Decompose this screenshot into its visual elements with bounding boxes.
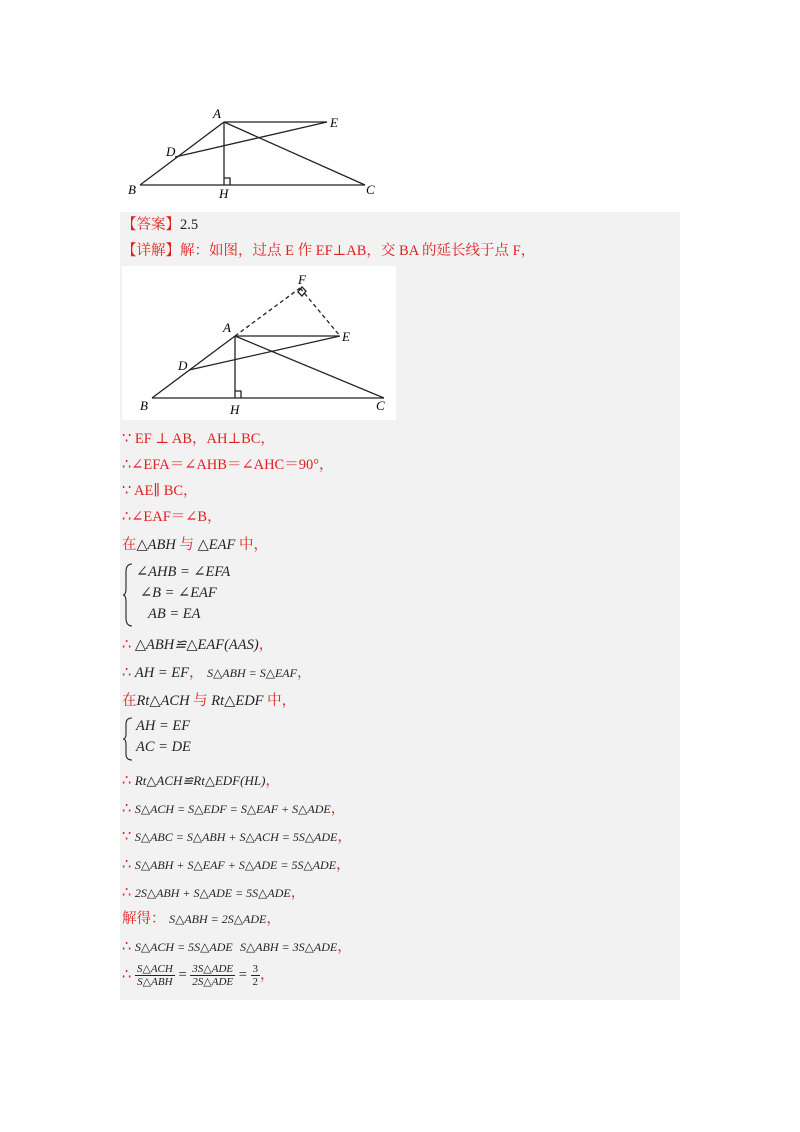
- step-8-triangle-a: Rt△ACH: [136, 693, 190, 709]
- step-6: ∴ △ABH≌△EAF(AAS)，: [122, 637, 274, 653]
- step-5-and: 与: [175, 537, 198, 553]
- step-12-end: ，: [336, 857, 351, 873]
- segment-ac: [224, 122, 365, 185]
- label-f: F: [298, 272, 306, 287]
- step-13-area: 2S△ABH + S△ADE = 5S△ADE: [134, 886, 291, 900]
- step-5-triangle-b: △EAF: [197, 537, 236, 553]
- label-e: E: [342, 329, 350, 344]
- segment-ba: [140, 122, 224, 185]
- fraction-1: [135, 963, 175, 988]
- brace-icon: [122, 562, 134, 628]
- step-5-prefix: 在: [122, 537, 137, 553]
- step-14-prefix: 解得：: [122, 911, 166, 927]
- segment-fe-dashed: [300, 288, 340, 336]
- label-b: B: [140, 398, 148, 413]
- step-15-area-a: S△ACH = 5S△ADE: [134, 940, 233, 954]
- label-a: A: [223, 320, 231, 335]
- segment-ac: [235, 336, 384, 398]
- step-5-triangle-a: △ABH: [136, 537, 176, 553]
- step-13: ∴ 2S△ABH + S△ADE = 5S△ADE，: [122, 885, 306, 901]
- step-9: ∴ Rt△ACH≌Rt△EDF(HL)，: [122, 773, 280, 789]
- label-a: A: [213, 106, 221, 121]
- label-h: H: [219, 186, 229, 200]
- step-12-area: S△ABH + S△EAF + S△ADE = 5S△ADE: [134, 858, 337, 872]
- answer-value: 2.5: [180, 217, 199, 233]
- fraction-3-num: 3: [252, 963, 259, 976]
- fraction-2-num: 3S△ADE: [192, 963, 234, 976]
- detail-label: 【详解】: [122, 243, 180, 259]
- step-4: ∴∠EAF＝∠B，: [122, 509, 222, 525]
- step-5: [122, 534, 268, 556]
- step-2: ∴∠EFA＝∠AHB＝∠AHC＝90°，: [122, 457, 334, 473]
- segment-de: [175, 122, 327, 157]
- step-10-area: S△ACH = S△EDF = S△EAF + S△ADE: [134, 802, 331, 816]
- system-2-row-2: AC = DE: [136, 739, 191, 755]
- step-1: ∵ EF ⊥ AB，AH⊥BC，: [122, 431, 275, 447]
- fraction-3: [251, 963, 261, 988]
- step-8-triangle-b: Rt△EDF: [211, 693, 264, 709]
- detail-intro: 解：如图，过点 E 作 EF⊥AB，交 BA 的延长线于点 F，: [180, 243, 536, 259]
- system-1-row-1: ∠AHB = ∠EFA: [136, 564, 231, 580]
- step-11-area: S△ABC = S△ABH + S△ACH = 5S△ADE: [134, 830, 338, 844]
- system-2-row-1: AH = EF: [136, 718, 191, 734]
- brace-icon: [122, 716, 134, 762]
- step-3: ∵ AE∥ BC，: [122, 483, 198, 499]
- step-5-suffix: 中，: [235, 537, 268, 553]
- step-7-equal: AH = EF: [134, 665, 189, 681]
- step-12: ∴ S△ABH + S△EAF + S△ADE = 5S△ADE，: [122, 857, 351, 873]
- step-8-prefix: 在: [122, 693, 137, 709]
- fraction-3-den: 2: [252, 976, 259, 989]
- fraction-1-num: S△ACH: [136, 963, 173, 976]
- label-d: D: [178, 358, 188, 373]
- label-e: E: [330, 115, 338, 130]
- step-6-end: ，: [258, 637, 274, 653]
- figure-1-diagram: [120, 100, 380, 200]
- step-9-congruence: Rt△ACH≌Rt△EDF(HL): [134, 773, 266, 788]
- step-15-end: ，: [337, 939, 352, 955]
- step-15: ∴ S△ACH = 5S△ADE S△ABH = 3S△ADE，: [122, 939, 352, 955]
- fraction-1-den: S△ABH: [137, 976, 173, 989]
- step-7-area: S△ABH = S△EAF: [207, 666, 297, 680]
- answer-line: [122, 214, 198, 236]
- step-6-congruence: △ABH≌△EAF(AAS): [134, 637, 259, 653]
- figure-2-diagram: [122, 266, 396, 420]
- detail-line: [122, 240, 535, 262]
- label-c: C: [376, 398, 385, 413]
- step-14: [122, 908, 281, 930]
- right-angle-mark: [224, 178, 230, 185]
- step-11-end: ，: [337, 829, 352, 845]
- step-7-end: ，: [296, 665, 312, 681]
- step-14-area: S△ABH = 2S△ADE: [169, 912, 267, 926]
- step-14-end: ，: [266, 911, 281, 927]
- step-11: ∵ S△ABC = S△ABH + S△ACH = 5S△ADE，: [122, 829, 352, 845]
- right-angle-mark-h: [235, 391, 241, 398]
- fraction-2: [190, 963, 235, 988]
- step-13-end: ，: [290, 885, 306, 901]
- step-8: [122, 690, 296, 712]
- step-9-end: ，: [265, 773, 280, 789]
- step-8-and: 与: [189, 693, 212, 709]
- step-8-suffix: 中，: [263, 693, 297, 709]
- answer-label: 【答案】: [122, 217, 180, 233]
- step-10: ∴ S△ACH = S△EDF = S△EAF + S△ADE，: [122, 801, 346, 817]
- step-16-end: ，: [260, 967, 275, 983]
- step-16: ∴ $\frac{\text{S△ACH}}{\text{S△ABH}}$ = $\frac{\text{3S△ADE}}{\text{2S△ADE}}$ = $\frac{3}{2}$ ，: [122, 963, 275, 989]
- step-10-end: ，: [330, 801, 346, 817]
- label-b: B: [128, 182, 136, 197]
- segment-ba: [152, 336, 235, 398]
- label-h: H: [230, 402, 240, 417]
- system-1-row-2: ∠B = ∠EAF: [140, 585, 217, 601]
- label-c: C: [366, 182, 375, 197]
- segment-af-dashed: [235, 288, 300, 336]
- label-d: D: [166, 144, 176, 159]
- fraction-2-den: 2S△ADE: [192, 976, 234, 989]
- step-15-area-b: S△ABH = 3S△ADE: [240, 940, 338, 954]
- system-1-row-3: AB = EA: [148, 606, 201, 622]
- step-7: ∴ AH = EF， S△ABH = S△EAF，: [122, 665, 312, 681]
